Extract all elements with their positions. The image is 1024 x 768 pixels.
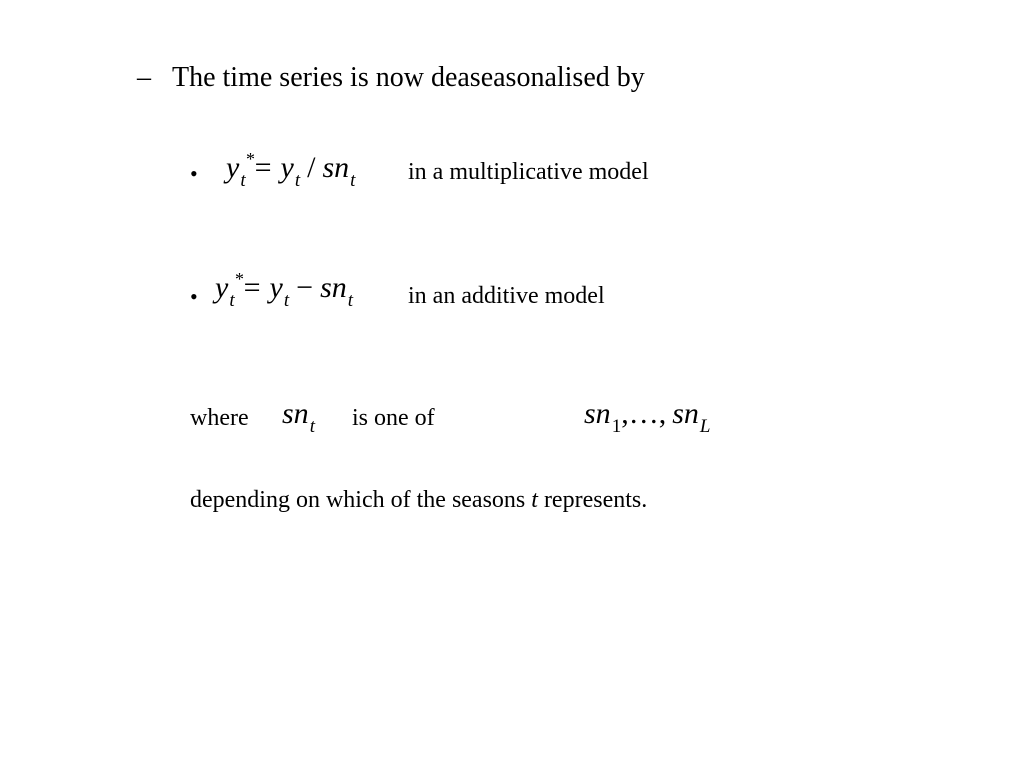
eq-symbol: y [226, 151, 240, 184]
eq-superscript: * [235, 269, 244, 289]
eq-operator: / [307, 151, 316, 184]
additive-description: in an additive model [408, 283, 605, 309]
slide-heading: The time series is now deaseasonalised by [172, 62, 645, 93]
eq-symbol: sn [322, 151, 350, 184]
eq-subscript: t [240, 170, 246, 191]
eq-symbol: sn [320, 271, 347, 304]
multiplicative-equation [226, 148, 355, 192]
season-range [584, 394, 710, 438]
eq-subscript: L [699, 416, 711, 437]
eq-subscript: t [283, 290, 290, 311]
depending-text-end: represents. [537, 487, 648, 513]
eq-operator: − [296, 271, 314, 304]
eq-subscript: t [350, 170, 356, 191]
eq-symbol: y [215, 271, 229, 304]
depending-sentence [190, 486, 647, 514]
eq-subscript: t [294, 170, 301, 191]
is-one-of-label: is one of [352, 405, 435, 431]
where-label: where [190, 405, 249, 431]
eq-symbol: y [280, 151, 294, 184]
eq-subscript: 1 [611, 416, 622, 437]
depending-variable: t [531, 487, 538, 513]
eq-symbol: sn [282, 397, 309, 430]
eq-separator: , [621, 397, 629, 430]
eq-subscript: t [229, 290, 235, 311]
eq-relation: = [254, 151, 272, 184]
eq-relation: = [243, 271, 261, 304]
eq-symbol: sn [672, 397, 699, 430]
eq-subscript: t [309, 416, 315, 437]
eq-symbol: y [269, 271, 283, 304]
eq-separator: , [658, 397, 667, 430]
multiplicative-description: in a multiplicative model [408, 159, 649, 185]
additive-equation [215, 268, 353, 312]
depending-text: depending on which of the seasons [190, 487, 532, 513]
eq-symbol: sn [584, 397, 611, 430]
where-symbol [282, 394, 315, 438]
eq-superscript: * [246, 149, 255, 169]
bullet-marker: • [190, 161, 198, 186]
heading-dash: – [137, 62, 151, 93]
bullet-marker: • [190, 284, 198, 309]
eq-ellipsis: … [628, 397, 659, 430]
eq-subscript: t [347, 290, 354, 311]
